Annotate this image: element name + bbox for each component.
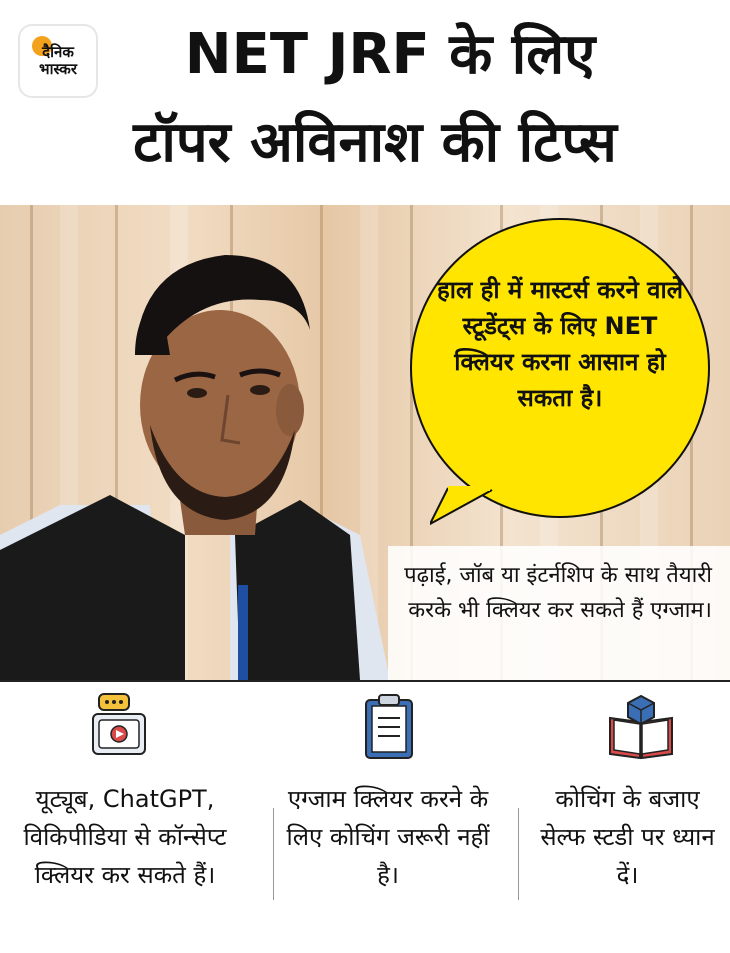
tip-1-text: यूट्यूब, ChatGPT, विकिपीडिया से कॉन्सेप्ट क्लियर कर सकते हैं। xyxy=(23,785,227,889)
logo-line1: दैनिक xyxy=(42,43,74,61)
clipboard-icon xyxy=(354,692,424,762)
speech-bubble-tail xyxy=(430,486,500,526)
speech-bubble-text: हाल ही में मास्टर्स करने वाले स्टूडेंट्स के लिए NET क्लियर करना आसान हो सकता है। xyxy=(437,276,683,412)
headline-line2: टॉपर अविनाश की टिप्स xyxy=(133,110,617,175)
open-book-icon xyxy=(606,692,676,762)
dainik-bhaskar-logo xyxy=(20,26,96,96)
divider xyxy=(0,680,730,682)
tip-divider-1 xyxy=(273,808,274,900)
headline-line1: NET JRF के लिए xyxy=(184,22,596,87)
video-player-icon xyxy=(85,692,155,762)
tip-3-text: कोचिंग के बजाए सेल्फ स्टडी पर ध्यान दें। xyxy=(540,785,715,889)
tip-divider-2 xyxy=(518,808,519,900)
person-illustration xyxy=(0,205,420,680)
logo-line2: भास्कर xyxy=(39,60,77,78)
tip-2-text: एग्जाम क्लियर करने के लिए कोचिंग जरूरी नहीं है। xyxy=(286,785,490,889)
side-note-text: पढ़ाई, जॉब या इंटर्नशिप के साथ तैयारी करके भी क्लियर कर सकते हैं एग्जाम। xyxy=(404,563,712,623)
